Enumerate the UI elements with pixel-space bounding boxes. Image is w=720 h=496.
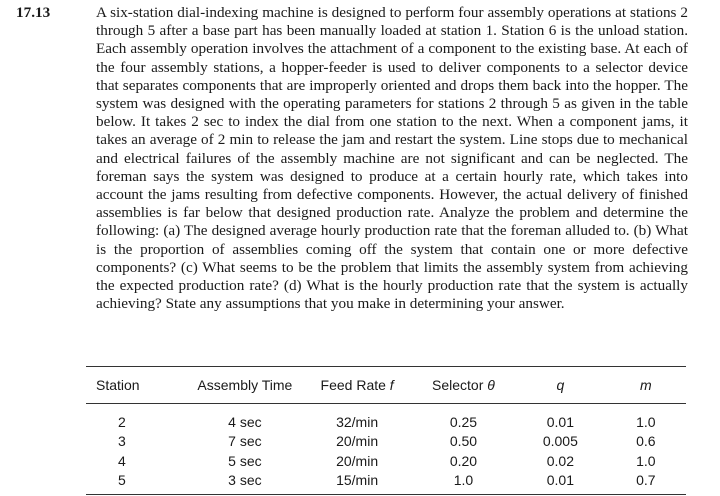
cell-station: 2	[118, 413, 126, 430]
header-feed-rate-label: Feed Rate	[320, 377, 386, 393]
table-row	[86, 404, 686, 432]
cell-station: 3	[118, 433, 126, 450]
cell-m: 1.0	[636, 452, 656, 469]
header-station: Station	[96, 377, 140, 393]
table-body	[86, 404, 686, 495]
cell-q: 0.02	[546, 452, 574, 469]
header-row	[86, 367, 686, 404]
header-selector-label: Selector	[432, 377, 484, 393]
header-feed-rate-symbol: f	[389, 377, 394, 393]
cell-q: 0.005	[542, 433, 578, 450]
cell-q: 0.01	[546, 413, 574, 430]
problem-number: 17.13	[16, 4, 51, 21]
header-selector-symbol: θ	[487, 377, 495, 393]
cell-assembly-time: 3 sec	[228, 472, 262, 489]
cell-feed-rate: 20/min	[336, 433, 379, 450]
cell-m: 0.7	[636, 472, 656, 489]
header-feed-rate	[302, 367, 412, 404]
cell-feed-rate: 32/min	[336, 413, 379, 430]
header-assembly-time: Assembly Time	[197, 377, 293, 393]
cell-feed-rate: 15/min	[336, 472, 379, 489]
cell-assembly-time: 4 sec	[228, 413, 262, 430]
problem-statement: A six-station dial-indexing machine is designed to perform four assembly operations at stations 2 through 5 after a base part has been manually loaded at station 1. Station 6 is the unload station. Each assembly operation involves the attachment of a component to the existing base. At each of the four assembly stations, a hopper-feeder is used to deliver components to a selector device that separates components that are improperly oriented and drops them back into the hopper. The system was designed with the operating parameters for stations 2 through 5 as given in the table below. It takes 2 sec to index the dial from one station to the next. When a component jams, it takes an average of 2 min to release the jam and restart the system. Line stops due to mechanical and electrical failures of the assembly machine are not significant and can be neglected. The foreman says the system was designed to produce at a certain hourly rate, which takes into account the jams resulting from defective components. However, the actual delivery of finished assemblies is far below that designed production rate. Analyze the problem and determine the following: (a) The designed average hourly production rate that the foreman alluded to. (b) What is the proportion of assemblies coming off the system that contain one or more defective components? (c) What seems to be the problem that limits the assembly system from achieving the expected production rate? (d) What is the hourly production rate that the system is actually achieving? State any assumptions that you make in determining your answer.	[96, 4, 688, 313]
cell-assembly-time: 5 sec	[228, 452, 262, 469]
cell-selector: 0.25	[449, 413, 478, 430]
cell-m: 0.6	[636, 433, 656, 450]
cell-feed-rate: 20/min	[336, 452, 379, 469]
header-selector	[412, 367, 515, 404]
cell-q: 0.01	[546, 472, 574, 489]
cell-assembly-time: 7 sec	[228, 433, 262, 450]
header-m: m	[640, 377, 652, 393]
table-row	[86, 432, 686, 452]
cell-station: 4	[118, 452, 126, 469]
table-row	[86, 471, 686, 495]
header-q: q	[556, 377, 565, 393]
cell-selector: 0.20	[449, 452, 478, 469]
table-header	[86, 367, 686, 404]
cell-station: 5	[118, 472, 126, 489]
cell-selector: 1.0	[453, 472, 474, 489]
cell-selector: 0.50	[449, 433, 478, 450]
cell-m: 1.0	[636, 413, 656, 430]
station-parameters-table	[86, 366, 686, 495]
parameters-table-container	[86, 366, 686, 495]
table-row	[86, 451, 686, 471]
